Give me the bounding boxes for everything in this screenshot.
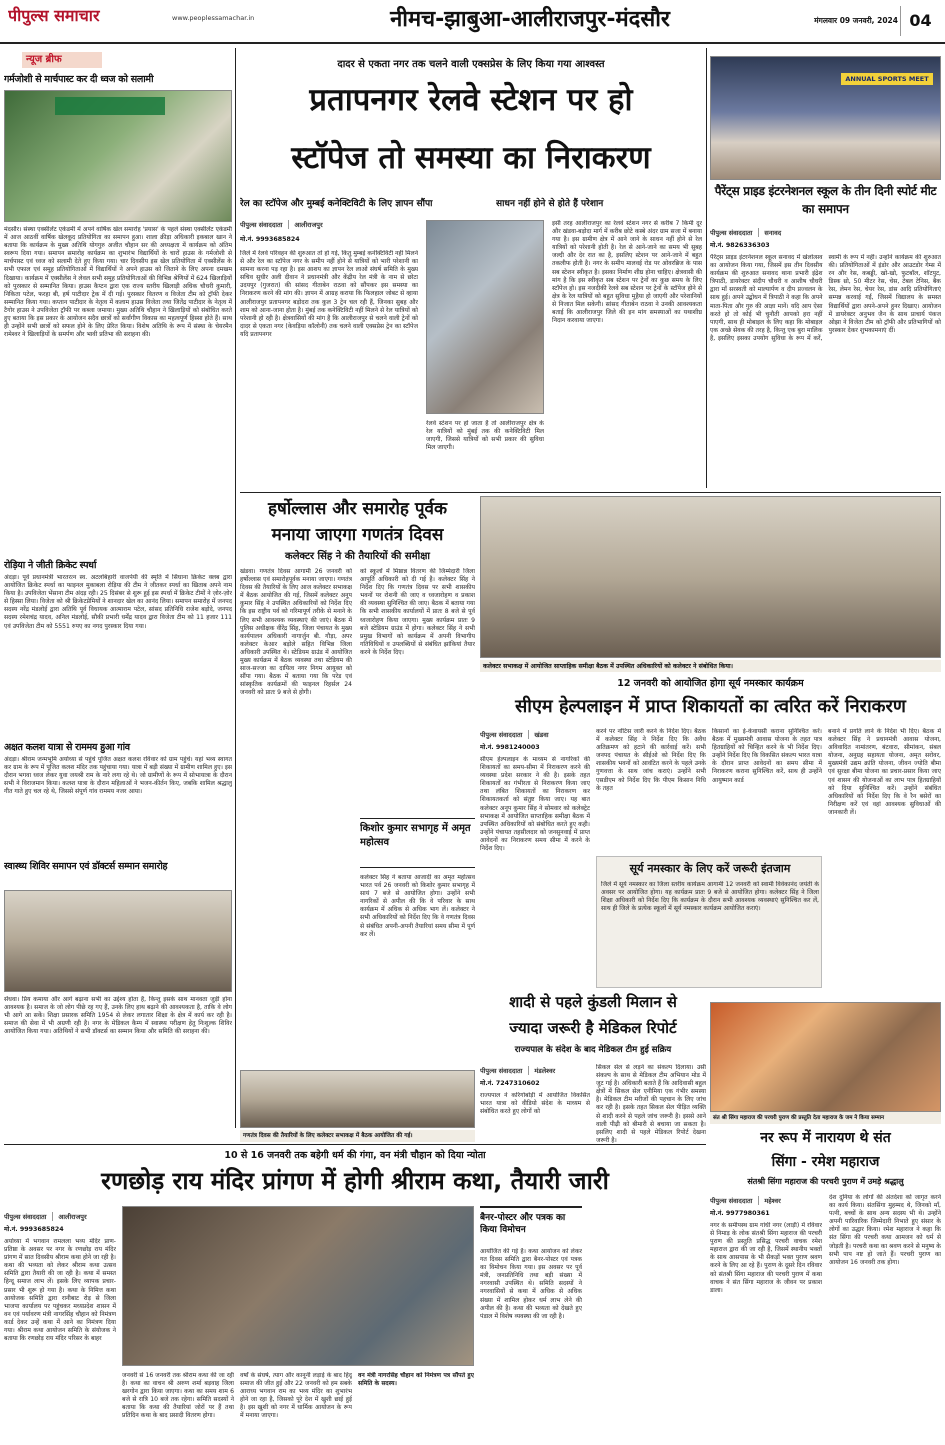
ram-katha-body-4: आयोजित की गई है। कथा आयोजन को लेकर गत दिवस समिति द्वारा बैनर-पोस्टर एवं पत्रक का विमोचन किया गया। इस अवसर पर पूर्व मंत्री, जनप्रतिनिधि तथा बड़ी संख्या में नगरवासी उपस्थित थे। समिति सदस्यों ने नगरवासियों से कथा में अधिक से अधिक संख्या में शामिल होकर धर्म लाभ लेने की अपील की है। कथा की भव्यता को देखते हुए पंडाल में विशेष व्यवस्था की जा रही है।	[480, 1248, 582, 1320]
lead-kicker: दादर से एकता नगर तक चलने वाली एक्सप्रेस के लिए किया गया आश्वस्त	[337, 59, 605, 70]
logo: पीपुल्स समाचार	[8, 6, 100, 25]
byline-place: महेश्वर	[758, 1196, 780, 1205]
narayan-headline-1: नर रूप में नारायण थे संत	[760, 1130, 891, 1146]
republic-photo-2	[240, 1070, 475, 1128]
parchari-puran-caption: संत श्री सिंगा महाराज की परचरी पुराण की प्रस्तुति देता महाराज के जम ने किया सम्मान	[710, 1112, 941, 1124]
republic-headline-1: हर्षोल्लास और समारोह पूर्वक	[267, 499, 448, 519]
lead-photo-caption: रेलवे स्टेशन पर हो जाता है तो आलीराजपुर क्षेत्र के रेल यात्रियों को मुंबई तक की कनेक्टिविटी मिल जाएगी, जिससे यात्रियों को सभी प्रकार की सुविधा मिल जाएगी।	[426, 420, 544, 452]
cm-helpline-kicker: 12 जनवरी को आयोजित होगा सूर्य नमस्कार कार्यक्रम	[617, 678, 804, 689]
sports-meet-mobile: मो.नं. 9826336303	[710, 242, 770, 249]
sports-photo	[4, 90, 232, 222]
ram-katha-byline	[4, 1210, 116, 1222]
ram-katha-caption: वन मंत्री नागरसिंह चौहान को निमंत्रण पत्र सौंपते हुए समिति के सदस्य।	[358, 1372, 474, 1388]
republic-subhead: कलेक्टर सिंह ने की तैयारियों की समीक्षा	[285, 551, 430, 562]
cm-helpline-body-4: बनाने में प्रगति लाने के निर्देश भी दिए। बैठक में कलेक्टर सिंह ने प्रधानमंत्री आवास योजना, अविवादित नामांतरण, बंटवारा, सीमांकन, संबल योजना, अनुग्रह सहायता योजना, अमृत सरोवर, मुख्यमंत्री उद्यम क्रांति योजना, जीवन ज्योति बीमा एवं सुरक्षा बीमा योजना का प्रचार-प्रसार किया जाए एवं शासन की योजनाओं का लाभ पात्र हितग्राहियों को दिया सुनिश्चित करें। उन्होंने संबंधित अधिकारियों को निर्देश दिए कि वे रैन बसेरों का निरीक्षण करें एवं वहां आवश्यक सुविधाओं की जानकारी लें।	[828, 728, 941, 816]
medical-headline-2: ज्यादा जरूरी है मेडिकल रिपोर्ट	[509, 1019, 677, 1037]
byline-place: सनावद	[758, 228, 781, 237]
lead-mobile: मो.नं. 9993685824	[240, 236, 300, 243]
lead-byline	[240, 218, 410, 230]
narayan-story	[710, 1128, 941, 1440]
byline-name: पीपुल्स संवाददाता	[480, 1066, 523, 1075]
surya-namaskar-box	[596, 856, 822, 988]
kalash-body: अंदड़ा। श्रीराम जन्मभूमि अयोध्या से पहुंचे पूजित अक्षत कलश रविवार को ग्राम पहुंचे। यहां भव्य स्वागत कर ग्राम के रूप में पूजित कलश मंदिर तक पहुंचाया गया। यात्रा में बड़ी संख्या में ग्रामीण शामिल हुए। इस दौरान भगवा ध्वज लेकर युवा जयश्री राम के नारे लगा रहे थे। जो ग्रामीणों के रूप में सोभायात्रा के दौरान सभी ने विराजमान किया। कलश यात्रा के दौरान महिलाओं ने भजन-कीर्तन किए, जबकि शामिल श्रद्धालु गीत गाते हुए चल रहे थे, जिससे संपूर्ण गांव राममय नजर आया।	[4, 756, 232, 796]
ram-katha-box-headline: बैनर-पोस्टर और पत्रक का किया विमोचन	[480, 1213, 566, 1235]
republic-day-story	[240, 496, 475, 1156]
sports-meet-byline	[710, 226, 822, 238]
cm-helpline-mobile: मो.नं. 9981240003	[480, 744, 540, 751]
health-camp-body: सेंधवा। प्रिय कमाया और आगे बढ़ाना सभी का उद्देश्य होता है, किन्तु इसके साथ मानवता जुड़ी होना आवश्यक है। समाज के जो लोग पीछे रह गए हैं, उनके लिए हाथ बढ़ाने की आवश्यकता है, ताकि वे लोग भी आगे आ सकें। शिक्षा प्रसारक समिति 1954 से लेकर लगातार शिक्षा के क्षेत्र में कार्य कर रही है। समाज की सेवा में भी अग्रणी रही है। नगर के मेडिकल कैम्प में स्वास्थ्य परीक्षण हेतु निःशुल्क शिविर आयोजित किया गया। अतिथियों ने सभी डॉक्टर्स का सम्मान किया और समिति की सराहना की।	[4, 996, 232, 1036]
ram-katha-kicker: 10 से 16 जनवरी तक बहेगी धर्म की गंगा, वन मंत्री चौहान को दिया न्योता	[224, 1150, 486, 1161]
medical-body-2: सिकल सेल से लड़ने का संकल्प दिलाया। उसी संकल्प के साथ से मेडिकल टीम अभियान मोड में जुट गई है। अधिकारी बताते हैं कि आदिवासी बहुल क्षेत्रों में सिकल सेल एनीमिया एक गंभीर समस्या है। मेडिकल टीम मरीजों की पहचान के लिए जांच कर रही है। इसके तहत सिकल सेल पीड़ित व्यक्ति से शादी करने से पहले जांच जरूरी है। इससे आने वाली पीढ़ी को बीमारी से बचाया जा सकता है। इसलिए शादी से पहले मेडिकल रिपोर्ट देखना जरूरी है।	[596, 1064, 706, 1144]
health-camp-photo	[4, 890, 232, 992]
sports-meet-headline: पैरेंट्स प्राइड इंटरनेशनल स्कूल के तीन दिनी स्पोर्ट मीट का समापन	[714, 184, 937, 216]
ram-katha-story	[4, 1148, 706, 1442]
excellent-academy-banner	[55, 97, 165, 115]
masthead	[0, 0, 945, 44]
ram-katha-body-2: जनवरी से 16 जनवरी तक श्रीराम कथा की जा रही है। कथा का वाचन श्री अरुण शर्मा बड़वाह जिला खरगोन द्वारा किया जाएगा। कथा का समय शाम 6 बजे से रात्रि 10 बजे तक रहेगा। समिति सदस्यों ने बताया कि कथा की तैयारियां जोरों पर हैं तथा प्रतिदिन कथा के बाद प्रसादी वितरण होगा।	[122, 1372, 234, 1420]
ram-katha-headline: रणछोड़ राय मंदिर प्रांगण में होगी श्रीराम कथा, तैयारी जारी	[101, 1167, 609, 1195]
cm-helpline-story	[480, 676, 941, 988]
health-camp-headline: स्वास्थ्य शिविर समापन एवं डॉक्टर्स सम्मान समारोह	[4, 861, 168, 872]
republic-headline-2: मनाया जाएगा गणतंत्र दिवस	[271, 525, 444, 545]
republic-body-2: को स्कूलों में मिष्ठान्न वितरण की जिम्मेदारी जिला आपूर्ति अधिकारी को दी गई है। कलेक्टर सिंह ने निर्देश दिए कि गणतंत्र दिवस पर सभी शासकीय भवनों पर रोशनी की जाए व ध्वजारोहण व प्रकाश की व्यवस्था सुनिश्चित की जाए। बैठक में बताया गया कि सभी शासकीय कार्यालयों में प्रातः 8 बजे से पूर्व ध्वजारोहण किया जाएगा। मुख्य कार्यक्रम प्रातः 9 बजे स्टेडियम ग्राउंड में होगा। कलेक्टर सिंह ने सभी प्रमुख विभागों को कार्यक्रम में अपनी विभागीय गतिविधियों व उपलब्धियों से संबंधित झांकियां तैयार करने के निर्देश दिए।	[360, 568, 475, 656]
lead-headline-1: प्रतापनगर रेलवे स्टेशन पर हो	[309, 82, 633, 118]
cricket-headline: रोड़िया ने जीती क्रिकेट स्पर्धा	[4, 560, 97, 571]
left-column	[4, 48, 232, 1128]
medical-body-1: राज्यपाल ने करिगोबोड़ी में आयोजित विकसित भारत यात्रा को वीडियो संदेश के माध्यम से संबोधित करते हुए लोगों को	[480, 1092, 590, 1116]
lead-subhead-2: साधन नहीं होने से होते हैं परेशान	[496, 199, 604, 209]
surya-namaskar-headline: सूर्य नमस्कार के लिए करें जरूरी इंतजाम	[629, 862, 791, 875]
byline-place: मंडलेश्वर	[528, 1066, 555, 1075]
surya-namaskar-body: जिले में सूर्य नमस्कार का जिला स्तरीय कार्यक्रम आगामी 12 जनवरी को स्वामी विवेकानंद जयंती के अवसर पर आयोजित होगा। यह कार्यक्रम प्रातः 9 बजे से आयोजित होगा। कलेक्टर सिंह ने जिला शिक्षा अधिकारी को निर्देश दिए कि कार्यक्रम के दौरान सभी आवश्यक व्यवस्थाएं सुनिश्चित कर लें, साथ ही जिले के प्रत्येक स्कूलों में सूर्य नमस्कार कार्यक्रम आयोजित कराएं।	[601, 881, 819, 913]
brief-headline: गर्मजोशी से मार्चपास्ट कर दी ध्वज को सलामी	[4, 74, 154, 85]
ram-katha-box	[480, 1206, 582, 1246]
republic-body-3: कलेक्टर सिंह ने बताया आजादी का अमृत महोत्सव भारत पर्व 26 जनवरी को किशोर कुमार सभागृह में सायं 7 बजे से आयोजित होगा। उन्होंने सभी नागरिकों से अपील की कि वे परिवार के साथ कार्यक्रम में अधिक से अधिक भाग लें। कलेक्टर ने सभी अधिकारियों को निर्देश दिए कि वे गणतंत्र दिवस से संबंधित अपनी-अपनी तैयारियां समय सीमा में पूर्ण कर लें।	[360, 874, 475, 938]
republic-photo-2-caption: गणतंत्र दिवस की तैयारियों के लिए कलेक्टर सभाकक्ष में बैठक आयोजित की गई।	[240, 1130, 475, 1142]
lead-subhead-1: रेल का स्टॉपेज और मुम्बई कनेक्टिविटी के लिए ज्ञापन सौंपा	[240, 199, 433, 209]
lead-story	[240, 48, 702, 488]
medical-byline	[480, 1064, 592, 1076]
narayan-byline	[710, 1194, 822, 1206]
byline-name: पीपुल्स संवाददाता	[480, 730, 523, 739]
news-brief-label: न्यूज ब्रीफ	[22, 52, 102, 68]
lead-body-1: जिले में रेलवे परिवहन की शुरुआत तो हो गई, किंतु मुम्बई कनेक्टिविटी नहीं मिलने से और रेल का स्टॉपेज नगर के समीप नहीं होने से यात्रियों को भारी परेशानी का सामना करना पड़ रहा है। इस आशय का ज्ञापन रेल लाओ संघर्ष समिति के मुख्य सचिव सुधीर अली दीवान ने प्रधानमंत्री और केंद्रीय रेल मंत्री के नाम से छोटा उदयपुर (गुजरात) की सांसद गीताबेन राठवा को सौंपकर इस समस्या का निराकरण करने की मांग की। ज्ञापन में आग्रह कराया कि फिलहाल जोबट से व्हाया आलीराजपुर प्रतापनगर बड़ोदरा तक कुल 3 ट्रेन चल रही हैं, जिनका सुबह और शाम को आना-जाना होता है। मुंबई तक कनेक्टिविटी नहीं मिलने से रेल यात्रियों को परेशानी हो रही है। क्षेत्रवासियों की मांग है कि आलीराजपुर से चलने वाली ट्रेनों को दादर से एकता नगर (केवड़िया कॉलोनी) तक चलने वाली एक्सप्रेस ट्रेन का स्टॉपेज यदि प्रतापनगर	[240, 250, 418, 338]
sports-meet-banner: ANNUAL SPORTS MEET	[841, 73, 933, 85]
memorandum-photo	[426, 220, 544, 414]
byline-place: आलीराजपुर	[288, 220, 322, 229]
ram-katha-body-3: वर्षों के संघर्ष, त्याग और कानूनी लड़ाई के बाद हिंदू समाज की जीत हुई और 22 जनवरी को हम सबके आराध्य भगवान राम का भव्य मंदिर का शुभारंभ होने जा रहा है, जिसको पूरे देश में खुशी छाई हुई है। इस खुशी को नगर में धार्मिक आयोजन के रूप में मनाया जाएगा।	[240, 1372, 352, 1420]
collector-meeting-photo	[480, 496, 941, 658]
date: मंगलवार 09 जनवरी, 2024	[814, 16, 898, 25]
narayan-headline-2: सिंगा - रमेश महाराज	[771, 1154, 880, 1170]
narayan-body-2: देश दुनिया के लोगों की अंतर्दशा को जागृत करने का कार्य किया। संतसिंगा मुहम्मद थे, जिनको माँ, पत्नी, बच्चों के साथ अन्य सदस्य भी थे। उन्होंने अपनी पारिवारिक जिम्मेदारी निभाते हुए संसार के लोगों का उद्धार किया। रमेश महाराज ने कहा कि संत सिंगा की परचरी कथा आमजन को धर्म से जोड़ती है। परचरी कथा का श्रवण करने से मनुष्य के सभी पाप नष्ट हो जाते हैं। परचरी पुराण का आयोजन 16 जनवरी तक होगा।	[829, 1194, 941, 1266]
cm-helpline-body-2: करने पर नोटिस जारी करने के निर्देश दिए। बैठक में कलेक्टर सिंह ने निर्देश दिए कि अवैध अतिक्रमण को हटाने की कार्रवाई करें। सभी जनपद पंचायत के सीईओ को निर्देश दिए कि शासकीय भवनों को आवंटित करने के पहले उनके गुणवत्ता के साथ जांच कराएं। उन्होंने सभी एसडीएम को निर्देश दिए कि पीएम किसान निधि के तहत	[596, 728, 706, 792]
cm-helpline-headline: सीएम हेल्पलाइन में प्राप्त शिकायतों का त्वरित करें निराकरण	[515, 696, 906, 717]
byline-place: आलीराजपुर	[52, 1212, 86, 1221]
ram-katha-photo	[122, 1206, 474, 1366]
narayan-mobile: मो.नं. 9977980361	[710, 1210, 770, 1217]
ram-katha-body-1: अयोध्या में भगवान रामलला भव्य मंदिर प्राण-प्रतिष्ठा के अवसर पर नगर के रणछोड़ राय मंदिर प्रांगण में सात दिवसीय श्रीराम कथा होने जा रही है। कथा की भव्यता को लेकर श्रीराम कथा उत्सव समिति द्वारा तैयारी की जा रही है। कथा में समस्त हिन्दू समाज लाभ लें। इसके लिए व्यापक प्रचार-प्रसार भी शुरू हो गया है। कथा के निमित्त कथा आयोजक समिति द्वारा रानीबाट रोड़ से जिला भाजपा कार्यालय पर पहुंचकर मध्यप्रदेश शासन में वन एवं पर्यावरण मंत्री नागरसिंह चौहान को निमंत्रण कार्ड देकर उन्हें कथा में आने का निमंत्रण दिया गया। श्रीराम कथा आयोजन समिति के संयोजक ने बताया कि रणछोड़ राय मंदिर परिसर के बाहर	[4, 1238, 116, 1343]
parchari-puran-photo	[710, 1002, 941, 1112]
brief-body: मंदसौर। संस्था एक्सीलेंट एकेडमी में अपने वार्षिक खेल समारोह 'प्रयास' के पहले संस्था एक्सीलेंट एकेडमी में आज आठवीं वार्षिक खेलकूद प्रतियोगिता का समापन हुआ। शाला क्रीड़ा अधिकारी इकबाल खान ने बताया कि कार्यक्रम के मुख्य अतिथि योगगुरु अजीत चौहान सर की अध्यक्षता में कार्यक्रम को अंतिम स्वरूप दिया गया। समापन समारोह कार्यक्रम का शुभारंभ विद्यार्थियों के चारों हाउस के गर्मजोशी से मार्चपास्ट एवं ध्वज को सलामी देते हुए किया गया। चार दिवसीय इस खेल प्रतियोगिता में एक्सीलेंस के सभी एफाल एवं समूह प्रतियोगिताओं में विद्यार्थियों ने अपने हाउस को जिताने के लिए अपना दमखम दिखाया। कार्यक्रम में एक्सीलेंस ने लेवल सभी समूह प्रतियोगिताओं की विभिन्न श्रेणियों में 624 खिलाड़ियों को पुरस्कार से सम्मानित किया। हाउस कैप्टन द्वारा एक राज्य स्तरीय खिलाड़ी अधिक चौधरी कुमारी, निकिता पटेल, फरहा बी, हर्ष पाटीदार ट्रेक में दी गई। पुरस्कार वितरण व विजेता टीम को ट्रॉफी देकर सम्मानित किया गया। कप्तान पाटीदार के नेतृत्व में कलाम हाउस विजेता तथा जितेंद्र पाटीदार के नेतृत्व में टैगोर हाउस ने उपविजेता ट्रॉफी पर कब्जा जमाया। मुख्य अतिथि चौहान ने खिलाड़ियों को संबोधित करते हुए बताया कि इस प्रकार के आयोजन सदैव छात्रों को सर्वांगीण विकास का महत्वपूर्ण हिस्सा होते हैं। साथ ही उन्होंने सभी छात्रों को सफल होने के लिए प्रेरित किया। विशेष अतिथि के रूप में संस्था के चेयरमैन रामेश्वर ने खिलाड़ियों के समर्पण और भावी प्रतिभा की सराहना की।	[4, 226, 232, 339]
byline-name: पीपुल्स संवाददाता	[4, 1212, 47, 1221]
medical-mobile: मो.नं. 7247310602	[480, 1080, 540, 1087]
byline-name: पीपुल्स संवाददाता	[710, 1196, 753, 1205]
lead-headline-2: स्टॉपेज तो समस्या का निराकरण	[291, 140, 651, 176]
cm-helpline-body-1: सीएम हेल्पलाइन के माध्यम से नागरिकों की शिकायतों का समय-सीमा में निराकरण करने की व्यवस्था प्रदेश सरकार ने की है। इसके तहत शिकायतों का गंभीरता से निराकरण किया जाए तथा लंबित शिकायतों का निराकरण कर शिकायतकर्ता को संतुष्ट किया जाए। यह बात कलेक्टर अनूप कुमार सिंह ने सोमवार को कलेक्ट्रेट सभाकक्ष में आयोजित साप्ताहिक समीक्षा बैठक में उपस्थित अधिकारियों को संबोधित करते हुए कही। उन्होंने पंचायत तहसीलदार को जनसुनवाई में प्राप्त आवेदनों का निराकरण समय सीमा में करने के निर्देश दिए।	[480, 756, 590, 853]
byline-name: पीपुल्स संवाददाता	[240, 220, 283, 229]
cm-helpline-byline	[480, 728, 592, 740]
byline-place: खंडवा	[528, 730, 548, 739]
republic-body-1: खंडवा। गणतंत्र दिवस आगामी 26 जनवरी को हर्षोल्लास एवं समारोहपूर्वक मनाया जाएगा। गणतंत्र दिवस की तैयारियों के लिए आज कलेक्टर सभाकक्ष में बैठक आयोजित की गई, जिसमें कलेक्टर अनूप कुमार सिंह ने उपस्थित अधिकारियों को निर्देश दिए कि इस राष्ट्रीय पर्व को गरिमापूर्ण तरीके से मनाने के लिए सभी आवश्यक व्यवस्थाएं की जाएं। बैठक में पुलिस अधीक्षक वीरेंद्र सिंह, जिला पंचायत के मुख्य कार्यपालन अधिकारी नागार्जुन बी. गौड़ा, अपर कलेक्टर केआर बड़ोले सहित विभिन्न जिला अधिकारी उपस्थित थे। स्टेडियम ग्राउंड में आयोजित मुख्य कार्यक्रम में बैठक व्यवस्था तथा स्टेडियम की साज-सज्जा का दायित्व नगर निगम आयुक्त को सौंपा गया। बैठक में बताया गया कि परेड एवं सांस्कृतिक कार्यक्रमों की फाइनल रिहर्सल 24 जनवरी को प्रातः 9 बजे से होगी।	[240, 568, 352, 697]
lead-body-2: इसी तरह आलीराजपुर का रेलवे स्टेशन नगर से करीब 7 किमी दूर और खंडवा-बड़ोदा मार्ग में करीब छोटे कस्बे अंदर ग्राम सजा में बनाया गया है। इस ग्रामीण क्षेत्र में आने जाने के साधन नहीं होने से रेल यात्रियों को परेशानी होती है। रेल से आने-जाने का समय भी सुबह जल्दी और देर रात का है, इसलिए स्टेशन पर आने-जाने में बहुत तकलीफ होती है। नगर के समीप मालवई रोड पर ओवरब्रिज के पास सब स्टेशन स्वीकृत है। इसका निर्माण शीघ्र होना चाहिए। क्षेत्रवासी की मांग है कि इस स्वीकृत सब स्टेशन पर ट्रेनों का कुछ समय के लिए स्टॉपेज हो। इस नजदीकी रेलवे सब स्टेशन पर ट्रेनों के स्टॉपेज होने से क्षेत्र के रेल यात्रियों को बहुत सुविधा मुहैया हो जाएगी और परेशानियों से निजात मिल सकेगी। सांसद गीताबेन राठवा ने उनकी आवश्यकता बताई कि आलीराजपुर जिले की इन मांग समस्याओं का यथाशीघ्र निदान करवाया जाएगा।	[552, 220, 702, 325]
website[interactable]: www.peoplessamachar.in	[172, 14, 255, 22]
republic-pullquote: किशोर कुमार सभागृह में अमृत महोत्सव	[360, 818, 475, 868]
sports-meet	[710, 48, 941, 488]
byline-name: पीपुल्स संवाददाता	[710, 228, 753, 237]
sports-meet-body: पैरेंट्स प्राइड इंटरनेशनल स्कूल सनावद में खेलोत्सव का आयोजन किया गया, जिसमें इस तीन दिवसीय कार्यक्रम की शुरुआत सनावद थाना प्रभारी इंद्रेश त्रिपाठी, डायरेक्टर संदीप चौधरी व आशीष चौधरी द्वारा माँ सरस्वती को माल्यार्पण व दीप प्रज्वलन के साथ हुई। अपने उद्बोधन में त्रिपाठी ने कहा कि अपने माता-पिता और गुरु की आज्ञा मानें। यदि आप ऐसा करते हो तो कोई भी चुनौती आपको हरा नहीं पाएगी, साथ ही मोबाइल के लिए कहा कि मोबाइल एक अच्छे सेवक की तरह है, किन्तु एक बुरा मालिक है, इसलिए इसका उपयोग सुविधा के रूप में करें, स्वामी के रूप में नहीं। उन्होंने कार्यक्रम की शुरुआत की। प्रतियोगिताओं में इंडोर और आउटडोर गेम्स में रन और रेस, कबड्डी, खो-खो, फुटबॉल, शॉटपुट, डिस्क थ्रो, 50 मीटर रेस, चेस, टेबल टेनिस, बैक रेस, लेमन रेस, चेयर रेस, डांस आदि प्रतियोगिताएं सम्पन्न करवाई गईं, जिसमें विद्यालय के समस्त विद्यार्थियों द्वारा अपने-अपने हुनर दिखाए। आयोजन में डायरेक्टर अनुभव जैन के साथ प्राचार्य पंकज ओझा ने विजेता टीम को ट्रॉफी और प्रतिभागियों को पुरस्कार देकर शुभकामनाएं दीं।	[710, 254, 941, 342]
narayan-body-1: नगर के समीपस्थ ग्राम गांधी नगर (लाड़ी) में रविवार से निमाड़ के लोक संतश्री सिंगा महाराज की परचरी पुराण की प्रस्तुति प्रसिद्ध परचरी वाचक रमेश महाराज द्वारा की जा रही है, जिसमें स्थानीय भक्तों के साथ आसपास के भी सैकड़ों भक्त पुराण श्रवण करने के लिए आ रहे हैं। पुराण के दूसरे दिन रविवार को संतश्री सिंगा महाराज की परचरी पुराण में कथा वाचक ने संत सिंगा महाराज के जीवन पर प्रकाश डाला।	[710, 1222, 822, 1294]
cm-helpline-body-3: किसानों का ई-केवायसी कराना सुनिश्चित करें। बैठक में मुख्यमंत्री आवास योजना के तहत पात्र हितग्राहियों को चिन्हित करने के भी निर्देश दिए। उन्होंने निर्देश दिए कि विकसित संकल्प भारत यात्रा के दौरान प्राप्त आवेदनों का समय सीमा में निराकरण कराना सुनिश्चित करें, साथ ही उन्होंने आयुष्मान कार्ड	[712, 728, 822, 784]
kalash-headline: अक्षत कलश यात्रा से राममय हुआ गांव	[4, 742, 130, 753]
collector-meeting-caption: कलेक्टर सभाकक्ष में आयोजित साप्ताहिक समीक्षा बैठक में उपस्थित अधिकारियों को कलेक्टर ने संबोधित किया।	[480, 660, 941, 672]
narayan-subhead: संतश्री सिंगा महाराज की परचरी पुराण में उमड़े श्रद्धालु	[747, 1177, 904, 1186]
medical-subhead: राज्यपाल के संदेश के बाद मेडिकल टीम हुई सक्रिय	[514, 1045, 672, 1055]
ram-katha-mobile: मो.नं. 9993685824	[4, 1226, 64, 1233]
page-number: 04	[900, 6, 940, 36]
medical-headline-1: शादी से पहले कुंडली मिलान से	[509, 993, 677, 1011]
cricket-body: अंदड़ा। पूर्व प्रधानमंत्री भारतरत्न स्व. अटलबिहारी वाजपेयी की स्मृति में सिंघाना क्रिकेट क्लब द्वारा आयोजित क्रिकेट स्पर्धा का फाइनल मुकाबला रोड़िया की टीम ने जीतकर स्पर्धा का खिताब अपने नाम किया है। उपविजेता भेंसाना टीम अंदड़ रही। 25 दिसंबर से शुरू हुई इस स्पर्धा में क्रिकेट टीमों ने ज़ोर-ज़ोर से हिस्सा लिया। विजेता को श्री क्रिकेटप्रेमियों ने शानदार खेल का आनंद लिया। समापन समारोह में जनपद सदस्य नरेंद्र मंडलोई द्वारा अतिथि पूर्व विधायक आत्माराम पटेल, सांसद प्रतिनिधि राजेश बड़ोदे, जनपद सदस्य रमेशचंद्र यादव, अनिल मंडलोई, सौकी प्रभारी धर्मेंद्र यादव द्वारा विजेता टीम को 11 हजार 111 एवं उपविजेता टीम को 5551 रुपए का नगद पुरस्कार दिया गया।	[4, 574, 232, 630]
sports-meet-photo	[710, 56, 941, 180]
edition-title: नीमच-झाबुआ-आलीराजपुर-मंदसौर	[390, 7, 670, 32]
